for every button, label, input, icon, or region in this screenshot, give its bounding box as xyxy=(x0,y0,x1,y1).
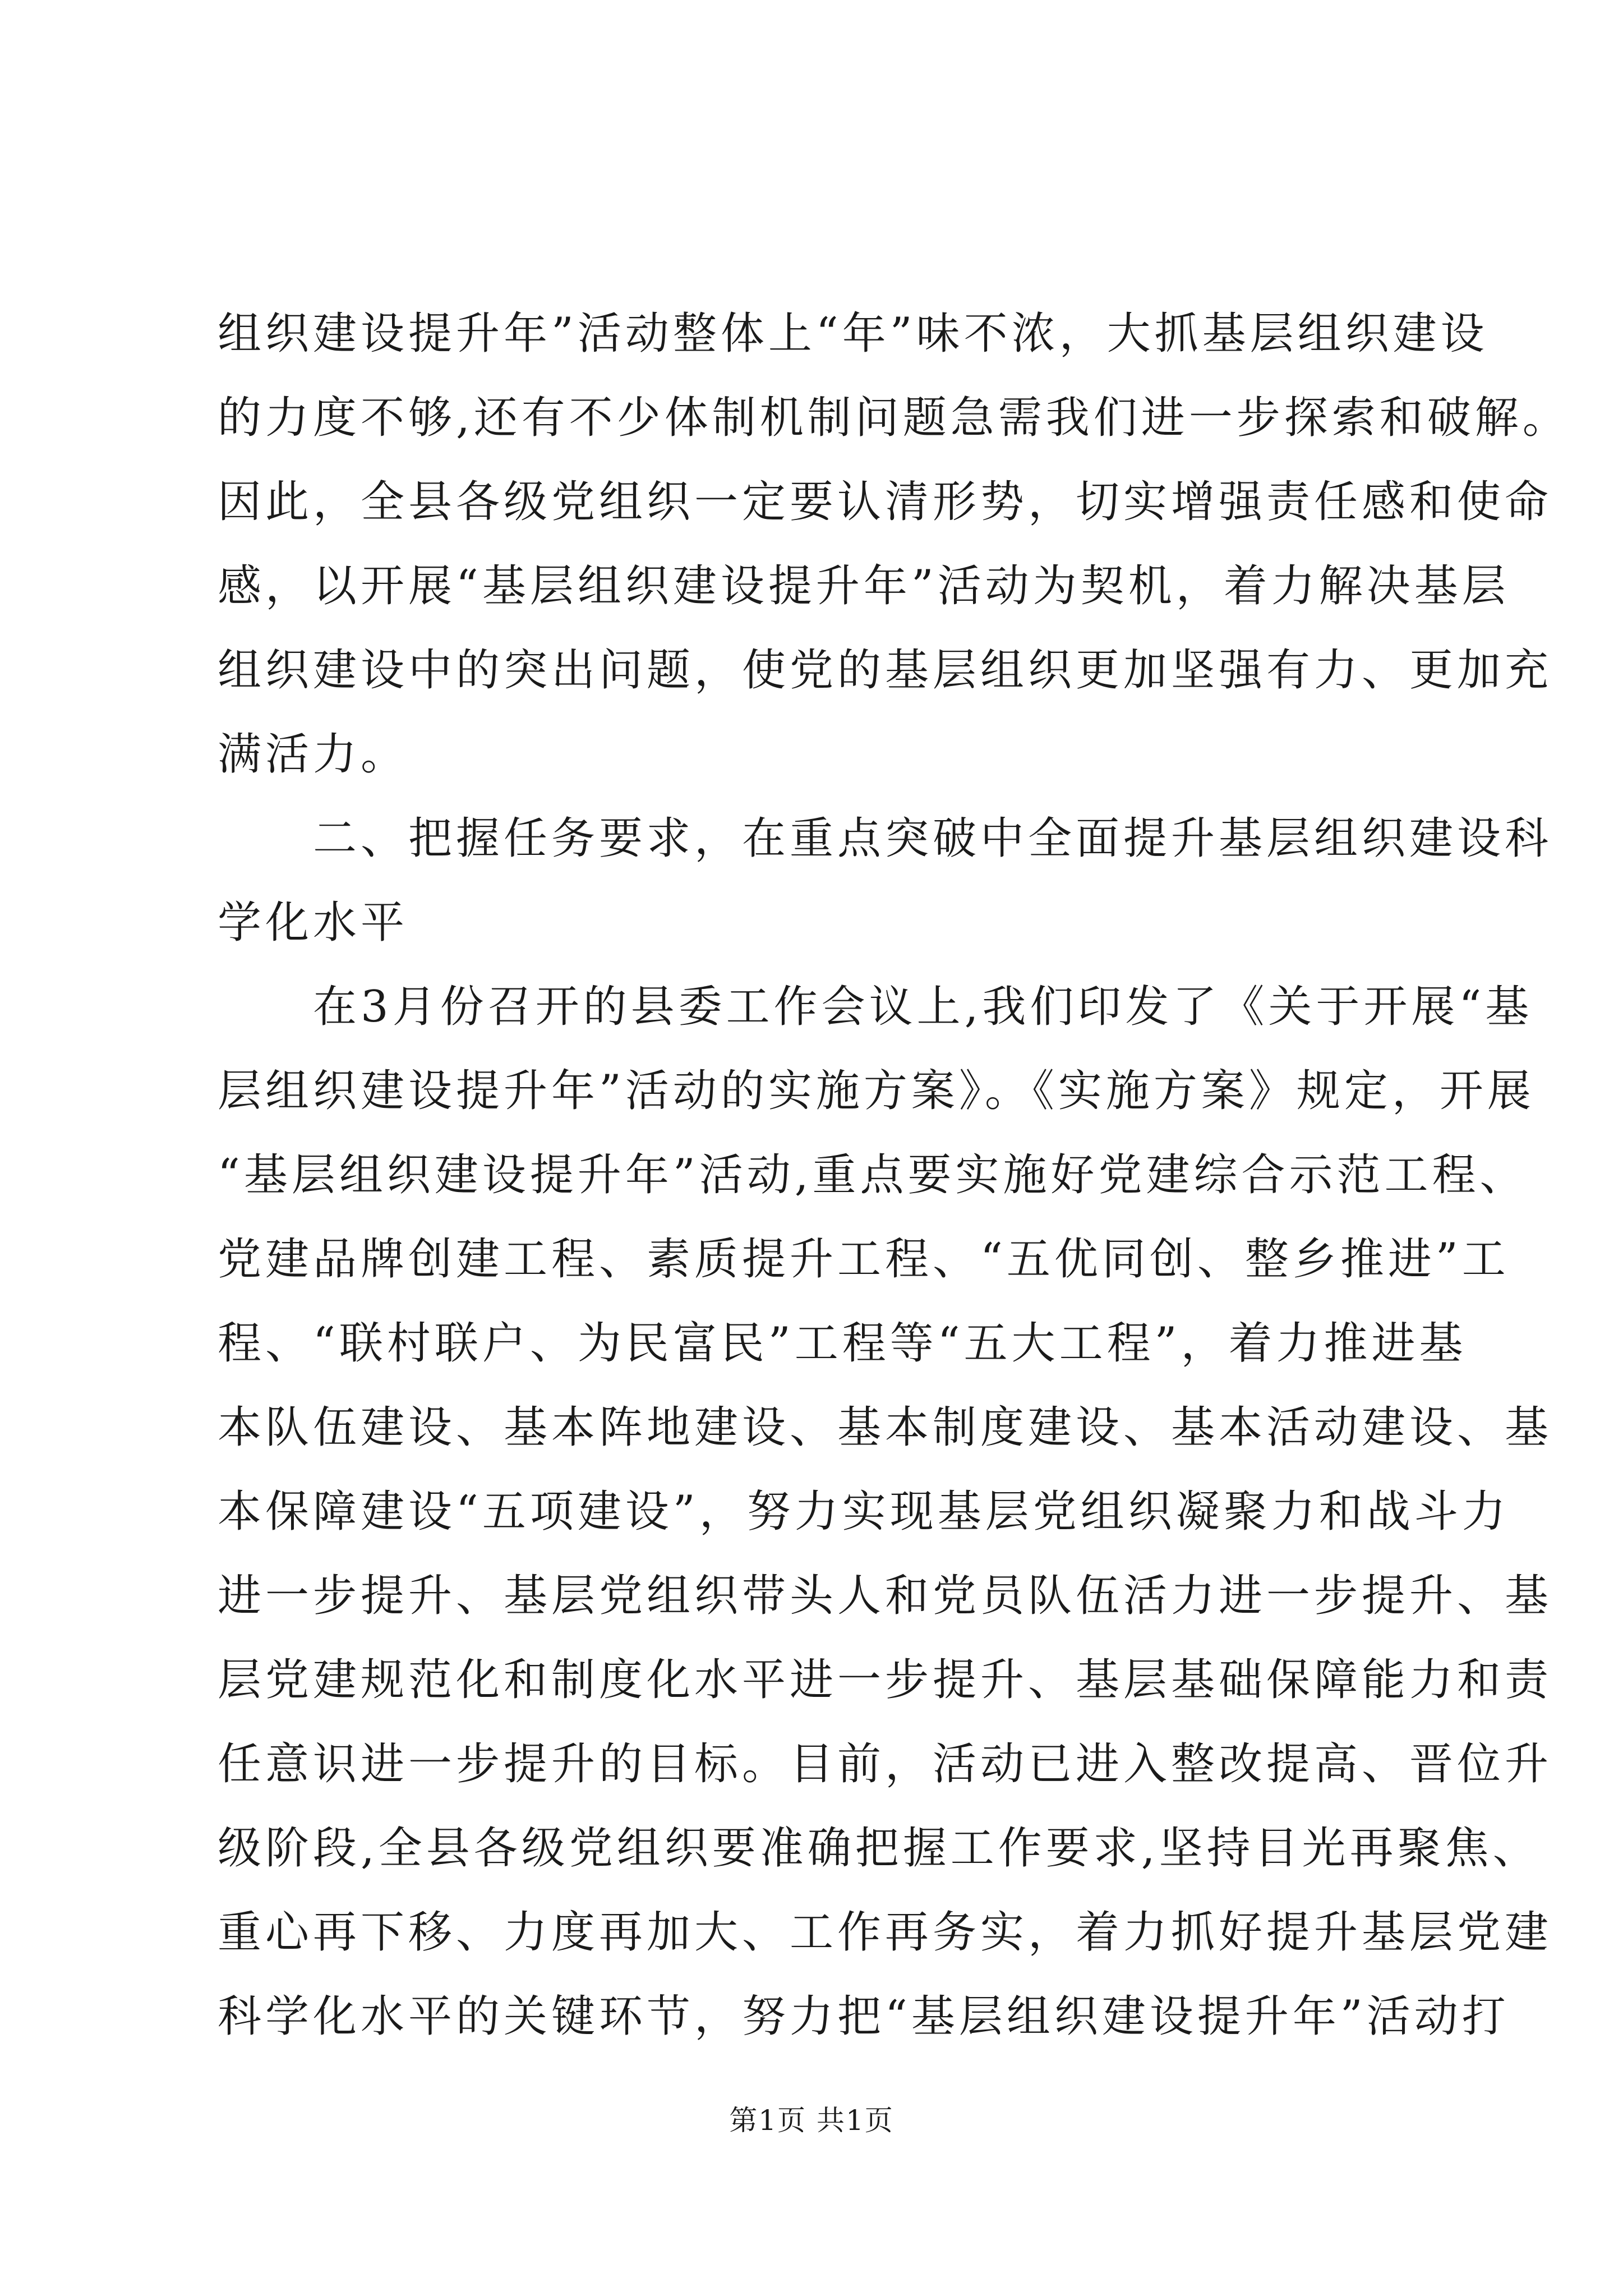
text-line: 层党建规范化和制度化水平进一步提升、基层基础保障能力和责 xyxy=(218,1655,1553,1705)
text-line: “基层组织建设提升年”活动,重点要实施好党建综合示范工程、 xyxy=(218,1150,1528,1200)
text-line: 任意识进一步提升的目标。目前，活动已进入整改提高、晋位升 xyxy=(218,1739,1553,1789)
text-line: 党建品牌创建工程、素质提升工程、“五优同创、整乡推进”工 xyxy=(218,1234,1510,1285)
section-heading: 二、把握任务要求，在重点突破中全面提升基层组织建设科 xyxy=(313,813,1553,864)
text-line: 组织建设中的突出问题，使党的基层组织更加坚强有力、更加充 xyxy=(218,645,1553,696)
text-line: 进一步提升、基层党组织带头人和党员队伍活力进一步提升、基 xyxy=(218,1571,1553,1621)
text-line: 科学化水平的关键环节，努力把“基层组织建设提升年”活动打 xyxy=(218,1991,1510,2042)
text-line: 感，以开展“基层组织建设提升年”活动为契机，着力解决基层 xyxy=(218,561,1510,611)
text-line: 本保障建设“五项建设”，努力实现基层党组织凝聚力和战斗力 xyxy=(218,1487,1510,1537)
text-line: 满活力。 xyxy=(218,729,409,780)
text-line: 因此，全县各级党组织一定要认清形势，切实增强责任感和使命 xyxy=(218,477,1553,527)
text-line: 层组织建设提升年”活动的实施方案》。《实施方案》规定，开展 xyxy=(218,1066,1535,1116)
text-line: 组织建设提升年”活动整体上“年”味不浓，大抓基层组织建设 xyxy=(218,309,1488,359)
page-footer: 第1页 共1页 xyxy=(729,2104,894,2137)
text-line: 在3月份召开的县委工作会议上,我们印发了《关于开展“基 xyxy=(313,982,1533,1032)
text-line: 重心再下移、力度再加大、工作再务实，着力抓好提升基层党建 xyxy=(218,1907,1553,1958)
text-line: 级阶段,全县各级党组织要准确把握工作要求,坚持目光再聚焦、 xyxy=(218,1823,1541,1874)
section-heading-continued: 学化水平 xyxy=(218,898,409,948)
text-line: 的力度不够,还有不少体制机制问题急需我们进一步探索和破解。 xyxy=(218,393,1570,443)
text-line: 本队伍建设、基本阵地建设、基本制度建设、基本活动建设、基 xyxy=(218,1402,1553,1453)
text-line: 程、“联村联户、为民富民”工程等“五大工程”，着力推进基 xyxy=(218,1318,1467,1369)
